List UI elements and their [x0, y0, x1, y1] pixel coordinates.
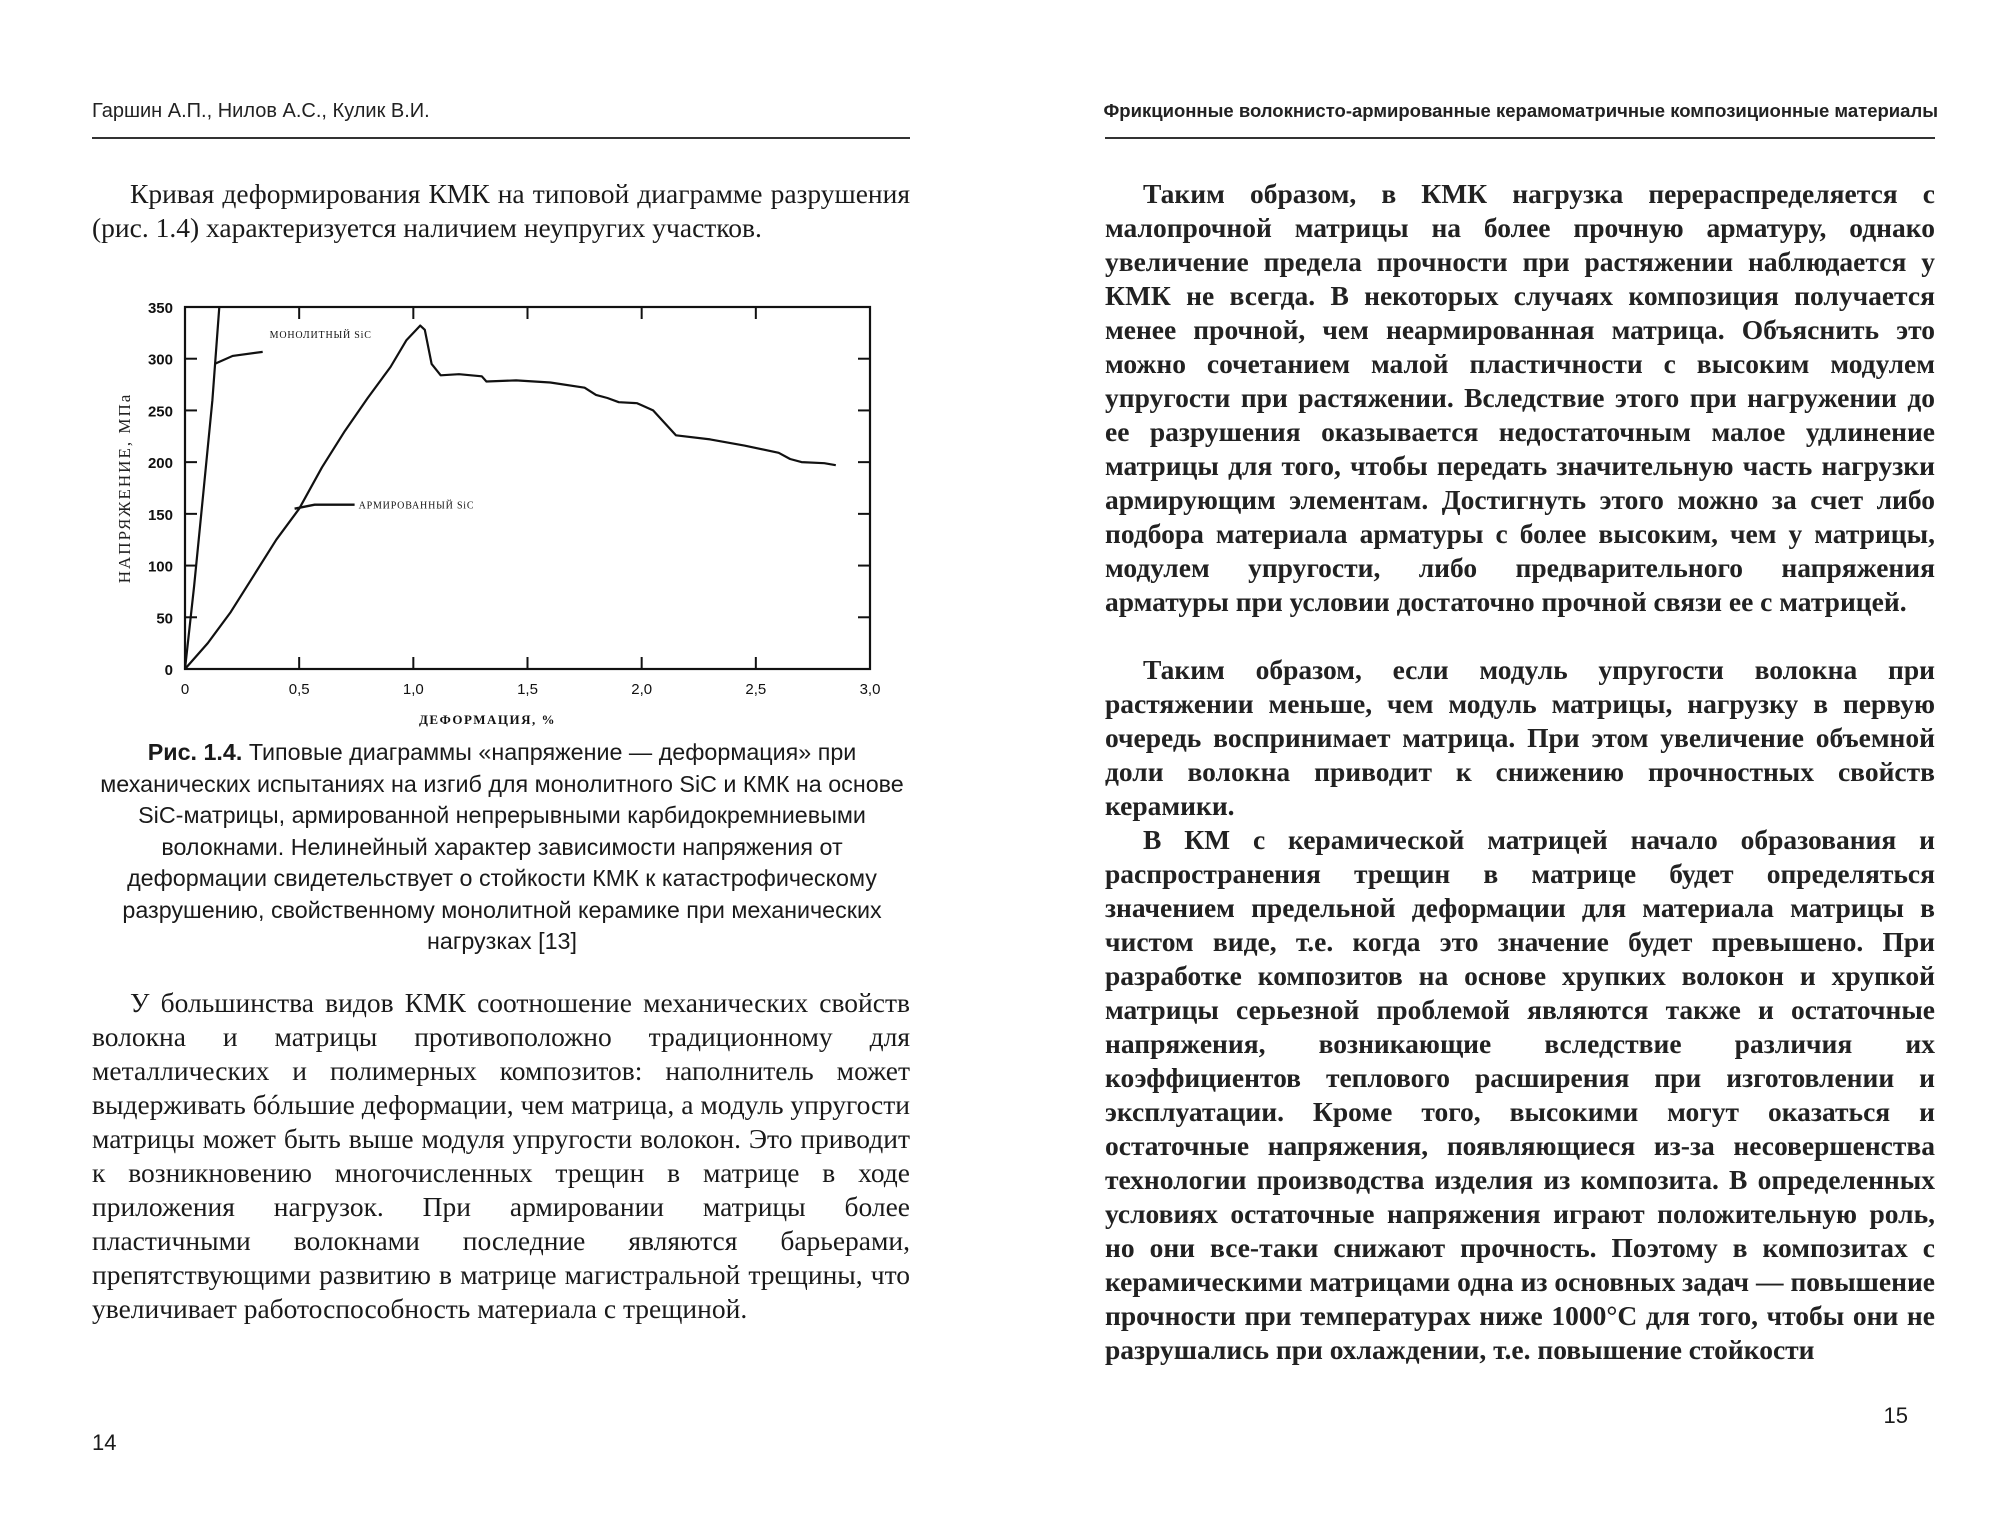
x-axis-title: ДЕФОРМАЦИЯ, %: [418, 712, 557, 727]
annotation-monolithic: МОНОЛИТНЫЙ SiC: [269, 330, 372, 342]
x-tick-label: 1,5: [517, 681, 538, 698]
y-tick-label: 150: [147, 506, 173, 524]
x-tick-label: 2,0: [631, 681, 653, 698]
x-tick-label: 0: [180, 681, 190, 698]
annotation-reinforced: АРМИРОВАННЫЙ SiC: [358, 500, 475, 512]
header-rule: [92, 137, 910, 139]
running-head-title: Фрикционные волокнисто-армированные керамоматричные композиционные материалы: [1103, 100, 1938, 121]
plot-frame: [185, 307, 870, 669]
stress-strain-chart: [100, 290, 900, 740]
y-tick-label: 50: [156, 610, 173, 628]
page-number: 15: [1883, 1403, 1908, 1428]
annotation-leader-reinforced: [295, 505, 355, 509]
annotation-leader-monolithic: [215, 352, 263, 364]
y-tick-label: 250: [147, 403, 173, 421]
x-tick-label: 3,0: [859, 681, 881, 698]
running-head-authors: Гаршин А.П., Нилов А.С., Кулик В.И.: [92, 100, 430, 122]
y-tick-label: 100: [147, 558, 173, 576]
caption-text: Типовые диаграммы «напряжение — деформация» при механических испытаниях на изгиб для монолитного SiC и КМК на основе SiC-матрицы, армированной непрерывными карбидокремниевыми волокнами. Нелинейный характер зависимости напряжения от деформации свидетельствует о стойкости КМК к катастрофическому разрушению, свойственному монолитной керамике при механических нагрузках [13]: [100, 739, 904, 954]
paragraph-2: У большинства видов КМК соотношение механических свойств волокна и матрицы противоположно традиционному для металлических и полимерных композитов: наполнитель может выдерживать бóльшие деформации, чем матрица, а модуль упругости матрицы может быть выше модуля упругости волокон. Это приводит к возникновению многочисленных трещин в матрице в ходе приложения нагрузок. При армировании матрицы более пластичными волокнами последние являются барьерами, препятствующими развитию в матрице магистральной трещины, что увеличивает работоспособность материала с трещиной.: [92, 987, 910, 1324]
header-rule: [1105, 137, 1935, 139]
y-tick-label: 200: [147, 455, 173, 473]
x-tick-label: 1,0: [402, 681, 424, 698]
figure-caption: [92, 737, 912, 958]
series-line-monolithic-sic: [185, 307, 219, 669]
x-tick-label: 2,5: [745, 681, 767, 698]
y-tick-label: 350: [147, 300, 173, 317]
series-line-reinforced-sic: [185, 326, 836, 669]
caption-label: Рис. 1.4.: [147, 739, 243, 765]
intro-paragraph: Кривая деформирования КМК на типовой диаграмме разрушения (рис. 1.4) характеризуется наличием неупругих участков.: [92, 178, 910, 243]
y-axis-title: НАПРЯЖЕНИЕ, МПа: [115, 392, 134, 584]
paragraph-3: В КМ с керамической матрицей начало образования и распространения трещин в матрице будет определяться значением предельной деформации для материала матрицы в чистом виде, т.е. когда это значение будет превышено. При разработке композитов на основе хрупких волокон и хрупкой матрицы серьезной проблемой являются также и остаточные напряжения, возникающие вследствие различия их коэффициентов теплового расширения при изготовлении и эксплуатации. Кроме того, высокими могут оказаться и остаточные напряжения, появляющиеся из-за несовершенства технологии производства изделия из композита. В определенных условиях остаточные напряжения играют положительную роль, но они все-таки снижают прочность. Поэтому в композитах с керамическими матрицами одна из основных задач — повышение прочности при температурах ниже 1000°C для того, чтобы они не разрушались при охлаждении, т.е. повышение стойкости: [1105, 824, 1935, 1365]
page-number: 14: [92, 1430, 117, 1455]
paragraph-1: Таким образом, в КМК нагрузка перераспределяется с малопрочной матрицы на более прочную арматуру, однако увеличение предела прочности при растяжении наблюдается у КМК не всегда. В некоторых случаях композиция получается менее прочной, чем неармированная матрица. Объяснить это можно сочетанием малой пластичности с высоким модулем упругости при растяжении. Вследствие этого при нагружении до ее разрушения оказывается недостаточным малое удлинение матрицы для того, чтобы передать значительную часть нагрузки армирующим элементам. Достигнуть этого можно за счет либо подбора материала арматуры с более высоким, чем у матрицы, модулем упругости, либо предварительного напряжения арматуры при условии достаточно прочной связи ее с матрицей.: [1105, 178, 1935, 617]
y-tick-label: 300: [147, 351, 173, 369]
x-tick-label: 0,5: [288, 681, 310, 698]
chart-svg: [100, 290, 900, 740]
right-page: [1000, 0, 2000, 1527]
paragraph-2: Таким образом, если модуль упругости волокна при растяжении меньше, чем модуль матрицы, нагрузку в первую очередь воспринимает матрица. При этом увеличение объемной доли волокна приводит к снижению прочностных свойств керамики.: [1105, 654, 1935, 821]
y-tick-label: 0: [164, 662, 173, 679]
